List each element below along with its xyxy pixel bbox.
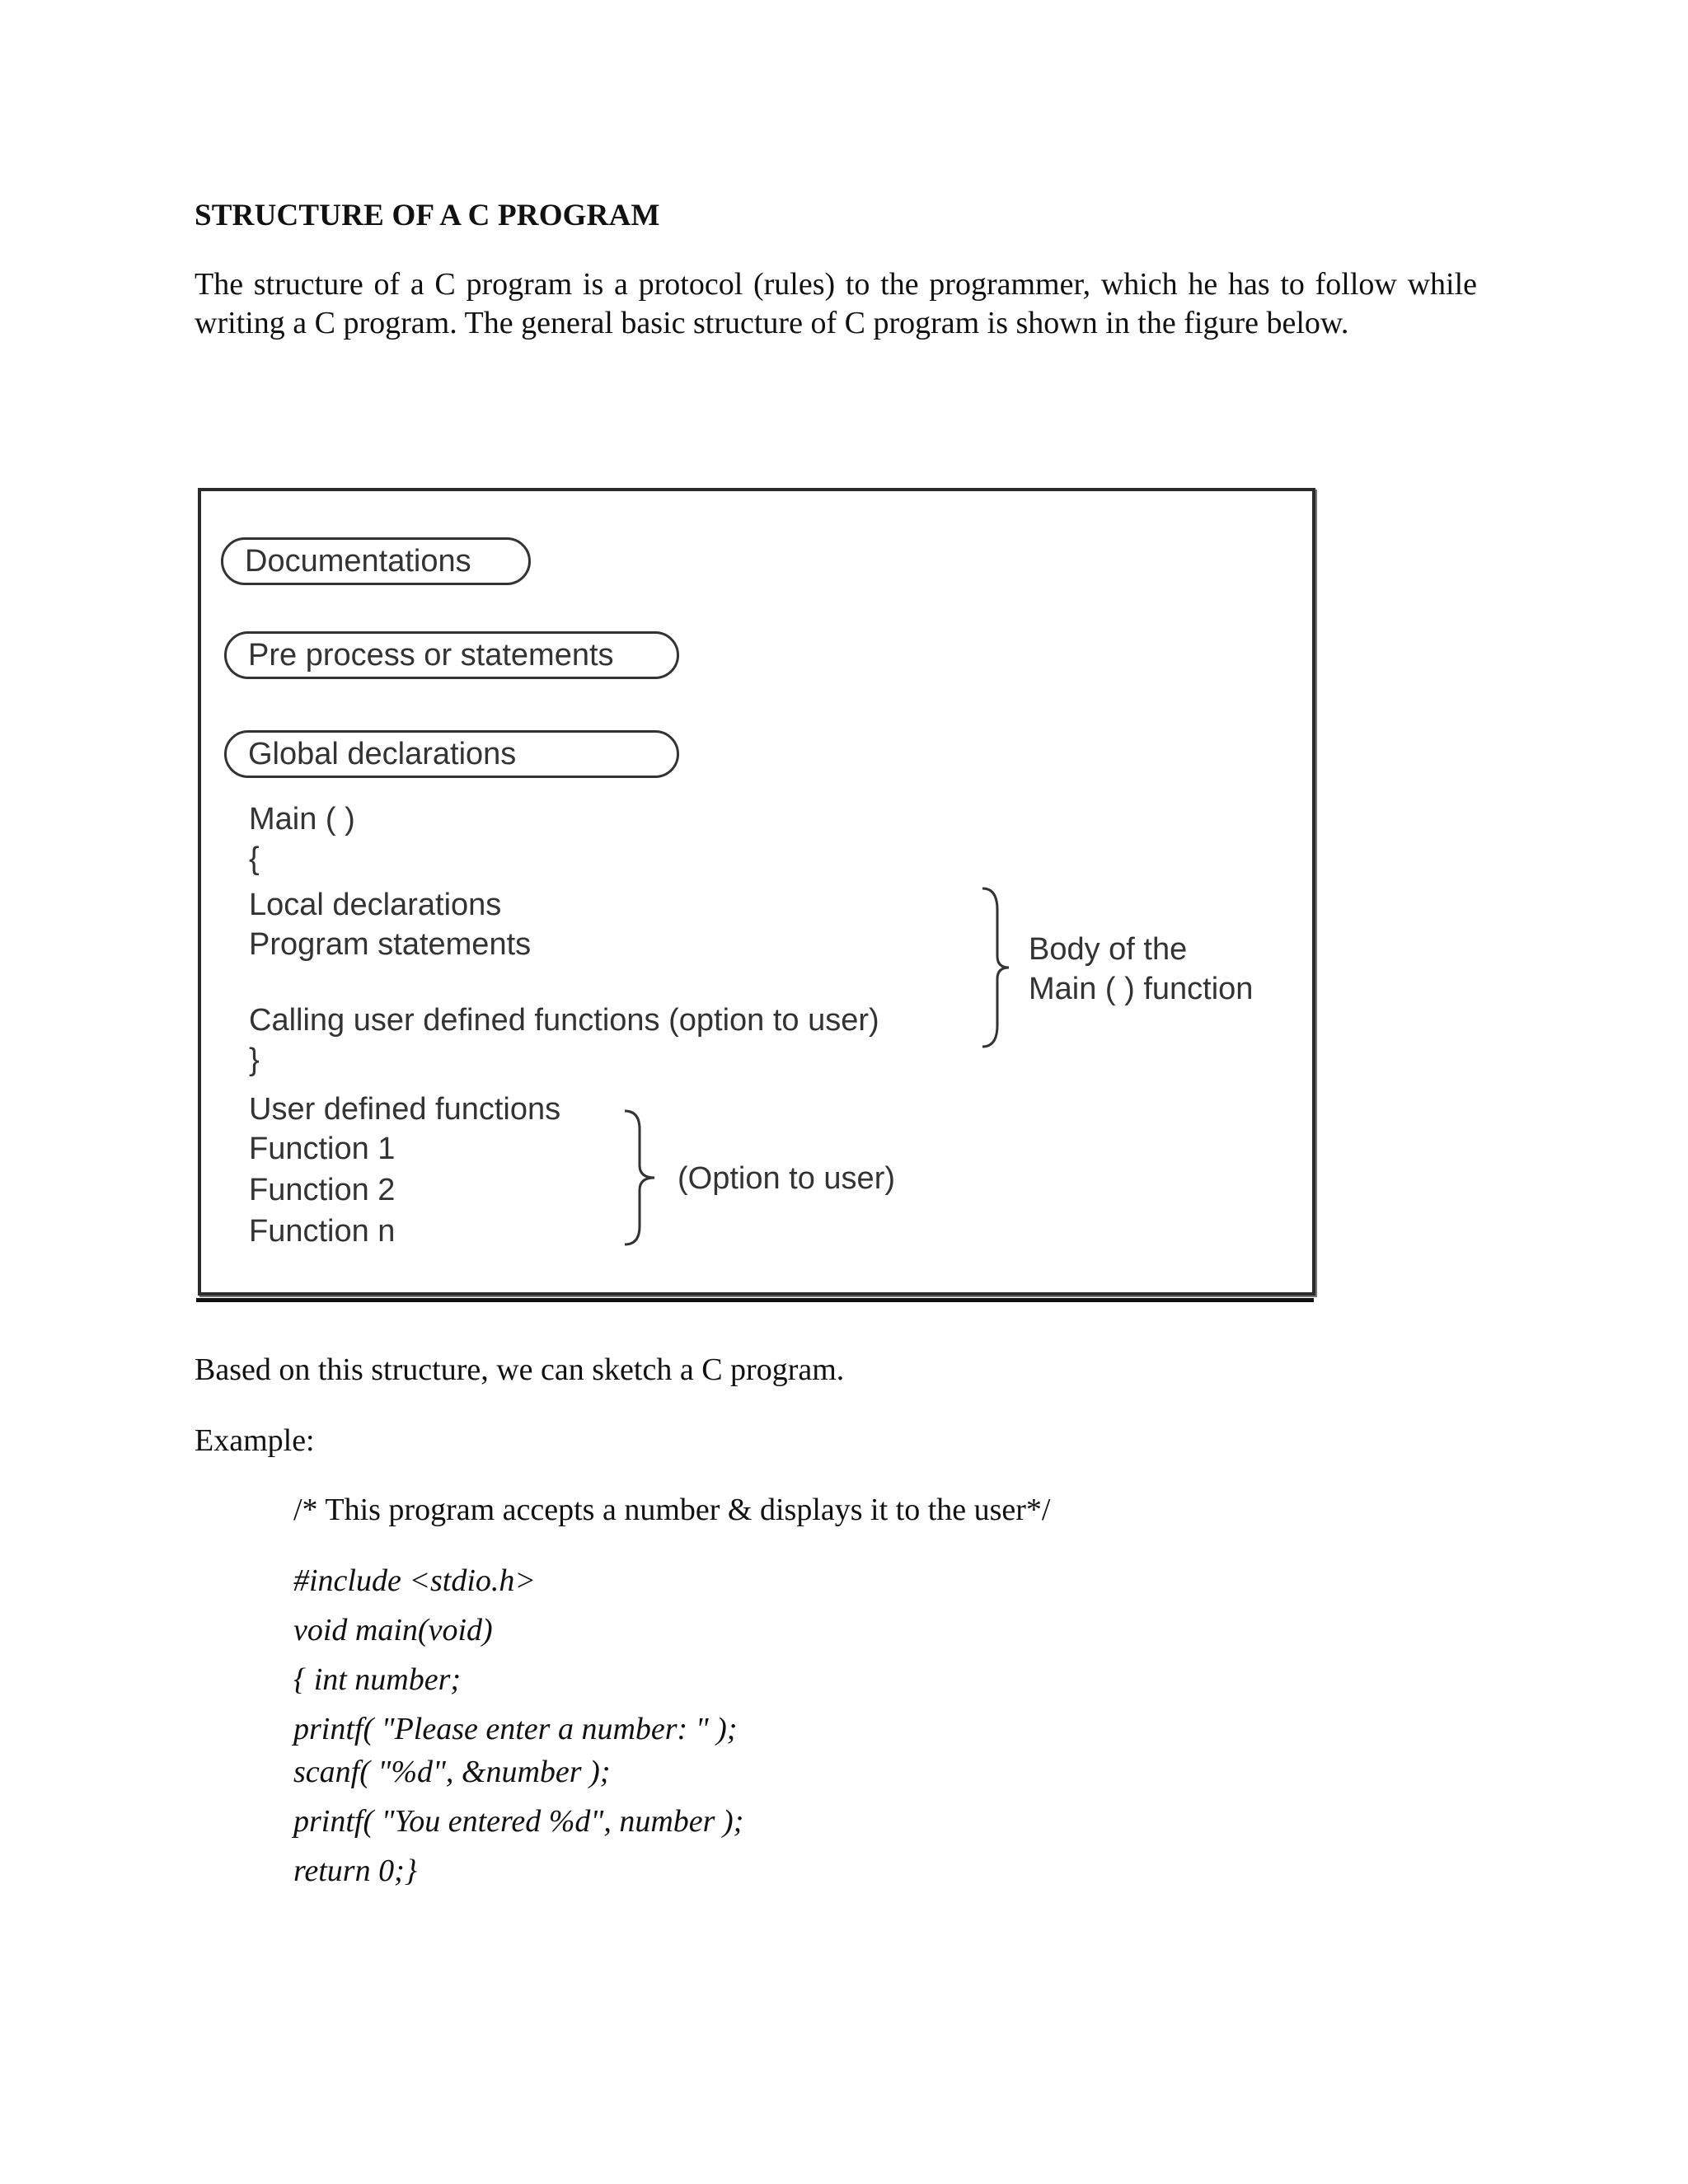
body-label-line2: Main ( ) function (1029, 972, 1254, 1006)
code-line: { int number; (293, 1662, 462, 1697)
code-line: void main(void) (293, 1613, 493, 1647)
global-declarations-box: Global declarations (224, 730, 679, 778)
body-label-line1: Body of the (1029, 932, 1188, 967)
body-brace-icon (979, 885, 1012, 1050)
example-label: Example: (195, 1423, 315, 1458)
code-line: return 0;} (293, 1854, 417, 1888)
user-defined-functions: User defined functions (249, 1092, 561, 1127)
figure-underline (196, 1298, 1314, 1302)
structure-figure (198, 488, 1315, 1296)
code-line: #include <stdio.h> (293, 1563, 537, 1598)
calling-functions: Calling user defined functions (option to user) (249, 1003, 879, 1038)
close-brace: } (249, 1043, 260, 1077)
option-brace-icon (621, 1108, 658, 1248)
code-line: scanf( "%d", &number ); (293, 1755, 611, 1789)
function-1: Function 1 (249, 1132, 396, 1166)
main-signature: Main ( ) (249, 802, 355, 837)
page-title: STRUCTURE OF A C PROGRAM (195, 199, 660, 232)
code-comment: /* This program accepts a number & displays it to the user*/ (293, 1493, 1051, 1527)
local-declarations: Local declarations (249, 888, 502, 922)
function-n: Function n (249, 1214, 396, 1249)
program-statements: Program statements (249, 927, 532, 962)
open-brace: { (249, 841, 260, 876)
intro-paragraph: The structure of a C program is a protocol (rules) to the programmer, which he has to follow while writing a C program. The general basic structure of C program is shown in the figure below. (195, 267, 1477, 340)
code-line: printf( "You entered %d", number ); (293, 1804, 744, 1839)
option-to-user-label: (Option to user) (678, 1161, 895, 1196)
documentation-box: Documentations (221, 537, 531, 585)
code-line: printf( "Please enter a number: " ); (293, 1712, 738, 1746)
figure-followup: Based on this structure, we can sketch a C program. (195, 1352, 845, 1387)
preprocessor-box: Pre process or statements (224, 631, 679, 679)
function-2: Function 2 (249, 1173, 396, 1207)
